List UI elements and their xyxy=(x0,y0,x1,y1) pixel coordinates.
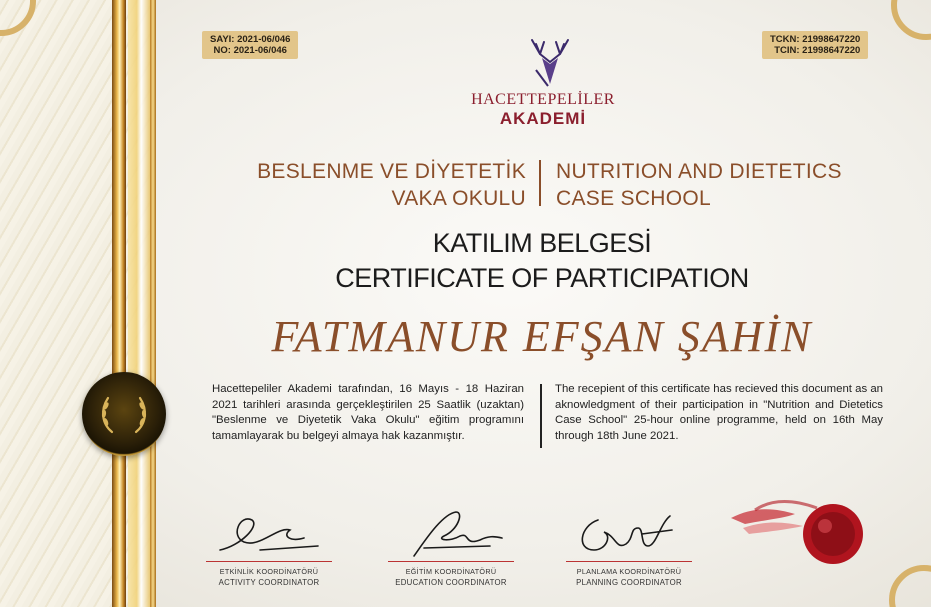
signature-title-en: ACTIVITY COORDINATOR xyxy=(218,578,320,587)
school-line: NUTRITION AND DIETETICS xyxy=(556,160,842,183)
gold-stripe xyxy=(112,0,126,607)
logo-subtitle: AKADEMİ xyxy=(499,109,587,128)
divider xyxy=(540,384,542,448)
divider xyxy=(539,160,541,206)
school-line: CASE SCHOOL xyxy=(556,187,712,210)
signature-line xyxy=(566,561,692,562)
gold-stripe-light xyxy=(128,0,150,607)
certificate-title-en: CERTIFICATE OF PARTICIPATION xyxy=(335,263,749,293)
signature-title-tr: EĞİTİM KOORDİNATÖRÜ xyxy=(405,567,497,576)
logo-name: HACETTEPELİLER xyxy=(471,91,615,108)
signature-planning-coordinator xyxy=(560,506,700,558)
deer-head-icon xyxy=(470,36,630,90)
badge-line: NO: 2021-06/046 xyxy=(213,45,287,56)
body-text-tr: Hacettepeliler Akademi tarafından, 16 Mayıs - 18 Haziran 2021 tarihleri arasında gerçekleştirilen 25 Saatlik (uzaktan) "Beslenme ve Diyetetik Vaka Okulu" eğitim programını tamamlayarak bu belgeyi almaya hak kazanmıştır. xyxy=(212,383,524,442)
badge-line: SAYI: 2021-06/046 xyxy=(210,34,291,45)
signature-title-tr: PLANLAMA KOORDİNATÖRÜ xyxy=(576,567,682,576)
signature-education-coordinator xyxy=(384,506,524,558)
school-name-tr xyxy=(230,158,526,212)
recipient-name: FATMANUR EFŞAN ŞAHİN xyxy=(271,312,813,361)
signature-title-en: PLANNING COORDINATOR xyxy=(576,578,682,587)
gold-stripe-thin xyxy=(150,0,156,607)
school-name-en xyxy=(556,158,866,212)
school-line: BESLENME VE DİYETETİK xyxy=(257,160,526,183)
badge-line: TCIN: 21998647220 xyxy=(774,45,861,56)
corner-ornament-top-right xyxy=(891,0,931,40)
signature-line xyxy=(388,561,514,562)
signature-line xyxy=(206,561,332,562)
signature-title-tr: ETKİNLİK KOORDİNATÖRÜ xyxy=(219,567,319,576)
signature-activity-coordinator xyxy=(200,506,340,558)
school-line: VAKA OKULU xyxy=(391,187,526,210)
corner-ornament-bottom-right xyxy=(889,565,931,607)
id-number-badge xyxy=(762,31,868,59)
badge-line: TCKN: 21998647220 xyxy=(770,34,861,45)
body-text-en: The recepient of this certificate has recieved this document as an aknowledgment of their participation in "Nutrition and Dietetics Case School" 25-hour online programme, held on 16th May through 18th June 2021. xyxy=(555,383,883,442)
signature-title-en: EDUCATION COORDINATOR xyxy=(395,578,507,587)
logo xyxy=(470,36,630,95)
wax-seal-icon xyxy=(725,488,875,578)
laurel-medal-icon xyxy=(82,372,166,456)
document-number-badge xyxy=(202,31,298,59)
certificate-title-tr: KATILIM BELGESİ xyxy=(432,228,652,258)
